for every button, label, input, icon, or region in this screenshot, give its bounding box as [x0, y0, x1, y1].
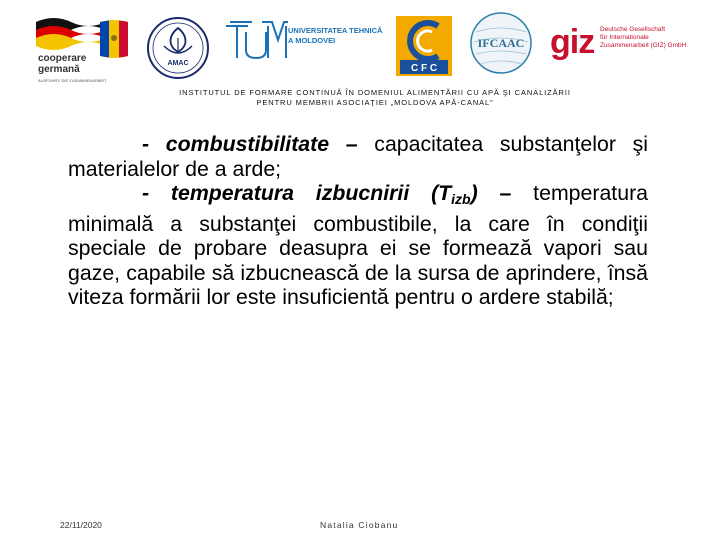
germana-text: germană	[38, 64, 80, 75]
cooperare-germana-logo	[36, 14, 128, 83]
giz-wordmark: giz	[550, 23, 595, 61]
germany-flag-icon	[36, 14, 106, 50]
svg-text:IFCAAC: IFCAAC	[477, 36, 525, 50]
utm-emblem-icon	[224, 14, 288, 66]
definition-text-1: capacitatea substanţelor şi materialelor de a arde;	[68, 132, 648, 181]
cfc-emblem-icon	[396, 16, 452, 76]
footer-date: 22/11/2020	[60, 520, 102, 530]
utm-line2: A MOLDOVEI	[288, 36, 336, 45]
ifcaac-logo	[470, 12, 532, 74]
institute-title-line1: INSTITUTUL DE FORMARE CONTINUĂ ÎN DOMENIUL ALIMENTĂRII CU APĂ ŞI CANALIZĂRII	[179, 88, 571, 97]
cooperare-text: cooperare	[38, 53, 87, 64]
giz-subtitle-line3: Zusammenarbeit (GIZ) GmbH	[600, 42, 687, 49]
giz-subtitle-line2: für Internationale	[600, 34, 649, 41]
term-combustibilitate: - combustibilitate –	[142, 132, 358, 156]
amac-logo	[146, 16, 210, 80]
giz-subtitle-line1: Deutsche Gesellschaft	[600, 26, 666, 33]
footer-author: Natalia Ciobanu	[320, 520, 399, 530]
svg-text:C F C: C F C	[410, 63, 438, 74]
indent	[68, 181, 142, 205]
institute-title-line2: PENTRU MEMBRII ASOCIAŢIEI „MOLDOVA APĂ-CANAL”	[256, 98, 494, 107]
logo-strip	[0, 0, 720, 90]
term-subscript: izb	[451, 191, 471, 207]
amac-label: AMAC	[167, 60, 189, 67]
ifcaac-emblem-icon	[470, 12, 532, 74]
term-close: ) –	[470, 181, 512, 205]
utm-line1: UNIVERSITATEA TEHNICĂ	[288, 26, 383, 35]
definition-combustibilitate	[68, 132, 648, 181]
utm-logo	[224, 14, 384, 66]
amac-emblem-icon	[146, 16, 210, 80]
definition-text-2: temperatura minimală a substanţei combustibile, la care în condiţii speciale de probare deasupra ei se formează vapori sau gaze, capabile să izbucnească de la sursa de aprindere, însă viteza formării lor este insuficientă pentru o ardere stabilă;	[68, 181, 649, 309]
giz-subtitle	[600, 26, 686, 50]
utm-text	[288, 26, 382, 46]
indent	[68, 132, 142, 156]
institute-title	[0, 88, 720, 108]
cfc-logo	[396, 16, 452, 76]
slide-body	[68, 132, 648, 310]
giz-logo	[550, 24, 710, 64]
term-temperatura-izbucnirii: - temperatura izbucnirii (T	[142, 181, 452, 205]
definition-temperatura-izbucnirii	[68, 181, 648, 310]
moldova-flag-icon	[100, 18, 128, 60]
cooperare-subtext: AUSFÜHRT: DIE ZUSAMMENARBEIT	[38, 78, 107, 83]
